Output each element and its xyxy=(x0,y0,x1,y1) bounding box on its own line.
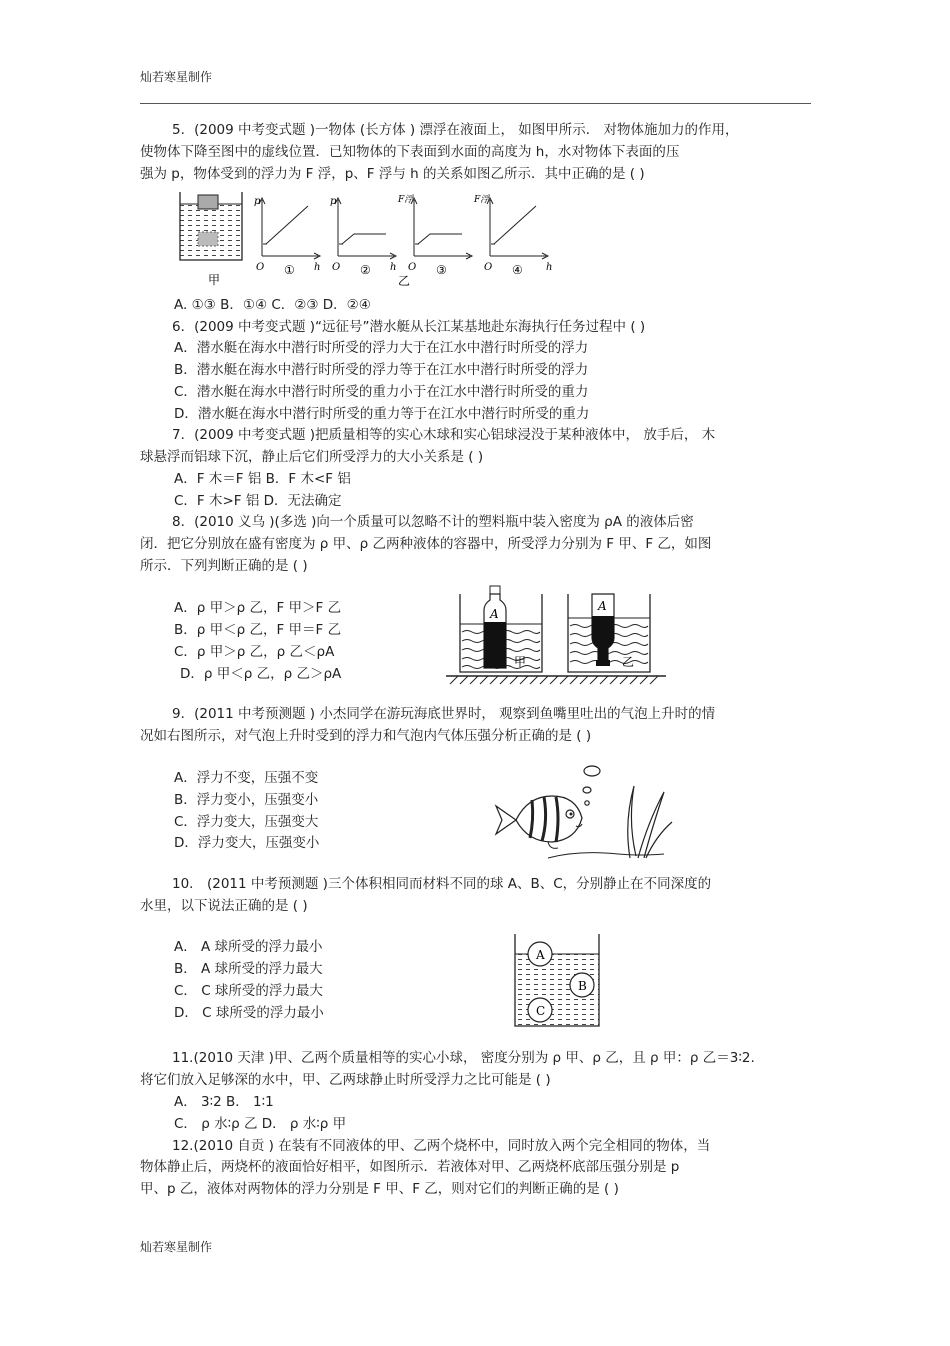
q10-ball-c: C xyxy=(536,1004,546,1018)
q12-stem-line-3: 甲、p 乙，液体对两物体的浮力分别是 F 甲、F 乙，则对它们的判断正确的是 ( ) xyxy=(140,1181,619,1197)
q5-g1-label: ① xyxy=(284,263,295,277)
q10-ball-b: B xyxy=(578,979,587,993)
q8-bottle-label-jia: A xyxy=(490,607,499,621)
q8-option-a: A．ρ 甲＞ρ 乙，F 甲＞F 乙 xyxy=(174,600,342,616)
q5-g2-origin: O xyxy=(332,262,341,273)
q6-option-b: B．潜水艇在海水中潜行时所受的浮力等于在江水中潜行时所受的浮力 xyxy=(174,362,589,378)
q5-graph-1 xyxy=(254,196,320,277)
q8-option-b: B．ρ 甲＜ρ 乙，F 甲＝F 乙 xyxy=(174,622,342,638)
q10-stem-line-2: 水里，以下说法正确的是 ( ) xyxy=(140,898,308,914)
q5-graph-2 xyxy=(330,196,396,277)
q9-seaweed xyxy=(628,786,672,858)
q10-option-d: D． C 球所受的浮力最小 xyxy=(174,1005,324,1021)
q12-stem-line-2: 物体静止后，两烧杯的液面恰好相平，如图所示．若液体对甲、乙两烧杯底部压强分别是 p xyxy=(140,1159,680,1175)
q5-g3-axis-f: F浮 xyxy=(398,195,414,205)
q5-label-jia: 甲 xyxy=(208,273,221,287)
header-divider xyxy=(140,103,811,104)
page-header: 灿若寒星制作 xyxy=(140,70,213,84)
q6-option-d: D．潜水艇在海水中潜行时所受的重力等于在江水中潜行时所受的重力 xyxy=(174,406,590,422)
q9-option-d: D．浮力变大，压强变小 xyxy=(174,835,320,851)
q8-option-c: C．ρ 甲＞ρ 乙，ρ 乙＜ρA xyxy=(174,644,335,660)
q5-g1-axis-p: p xyxy=(254,196,261,207)
q5-beaker-jia xyxy=(180,192,242,260)
q12-stem-line-1: 12.(2010 自贡 ) 在装有不同液体的甲、乙两个烧杯中，同时放入两个完全相同的物体，当 xyxy=(172,1138,711,1154)
q9-bubble-large xyxy=(584,766,600,776)
q9-fish-figure xyxy=(488,762,678,862)
q8-label-yi: 乙 xyxy=(622,655,635,669)
q8-bottle-label-yi: A xyxy=(598,599,607,613)
q11-stem-line-2: 将它们放入足够深的水中，甲、乙两球静止时所受浮力之比可能是 ( ) xyxy=(140,1072,551,1088)
q5-graph-3 xyxy=(397,194,472,277)
q8-container-yi xyxy=(568,594,650,672)
q10-ball-a: A xyxy=(536,948,545,962)
q9-option-b: B．浮力变小，压强变小 xyxy=(174,792,319,808)
q8-label-jia: 甲 xyxy=(514,655,527,669)
q8-stem-line-1: 8．(2010 义乌 )(多选 )向一个质量可以忽略不计的塑料瓶中装入密度为 ρA 的液体后密 xyxy=(172,514,694,530)
q10-option-b: B． A 球所受的浮力最大 xyxy=(174,961,323,977)
q8-stem-line-3: 所示．下列判断正确的是 ( ) xyxy=(140,558,308,574)
q5-g2-axis-p: p xyxy=(330,196,337,207)
q5-figure xyxy=(172,188,562,292)
q5-g2-axis-h: h xyxy=(390,262,397,273)
q6-stem: 6．(2009 中考变式题 )“远征号”潜水艇从长江某基地赴东海执行任务过程中 ( ) xyxy=(172,319,646,335)
q5-g4-axis-f: F浮 xyxy=(474,195,490,205)
q8-stem-line-2: 闭．把它分别放在盛有密度为 ρ 甲、ρ 乙两种液体的容器中，所受浮力分别为 F 甲、F 乙，如图 xyxy=(140,536,712,552)
q11-options-row-1: A． 3∶2 B． 1∶1 xyxy=(174,1094,274,1110)
q5-stem-line-3: 强为 p，物体受到的浮力为 F 浮，p、F 浮与 h 的关系如图乙所示．其中正确的是 ( ) xyxy=(140,166,645,182)
q5-g3-origin: O xyxy=(408,262,417,273)
q5-g1-origin: O xyxy=(256,262,265,273)
q9-stem-line-1: 9．(2011 中考预测题 ) 小杰同学在游玩海底世界时， 观察到鱼嘴里吐出的气泡上升时的情 xyxy=(172,706,716,722)
q11-stem-line-1: 11.(2010 天津 )甲、乙两个质量相等的实心小球， 密度分别为 ρ 甲、ρ 乙，且 ρ 甲：ρ 乙＝3∶2. xyxy=(172,1050,755,1066)
q5-stem-line-2: 使物体下降至图中的虚线位置．已知物体的下表面到水面的高度为 h，水对物体下表面的压 xyxy=(140,144,680,160)
q10-figure xyxy=(510,932,606,1032)
q5-g2-label: ② xyxy=(360,263,371,277)
q9-fish xyxy=(496,796,582,848)
q8-option-d: D．ρ 甲＜ρ 乙，ρ 乙＞ρA xyxy=(180,666,342,682)
q9-stem-line-2: 况如右图所示，对气泡上升时受到的浮力和气泡内气体压强分析正确的是 ( ) xyxy=(140,728,592,744)
q10-option-c: C． C 球所受的浮力最大 xyxy=(174,983,323,999)
q5-g4-origin: O xyxy=(484,262,493,273)
q7-stem-line-1: 7．(2009 中考变式题 )把质量相等的实心木球和实心铝球浸没于某种液体中， 放手后， 木 xyxy=(172,427,716,443)
q7-options-row-2: C．F 木>F 铝 D．无法确定 xyxy=(174,493,342,509)
q9-option-a: A．浮力不变，压强不变 xyxy=(174,770,319,786)
q10-stem-line-1: 10． (2011 中考预测题 )三个体积相同而材料不同的球 A、B、C，分别静止在不同深度的 xyxy=(172,876,712,892)
q5-g4-label: ④ xyxy=(512,263,523,277)
page-footer: 灿若寒星制作 xyxy=(140,1240,213,1254)
q6-option-a: A．潜水艇在海水中潜行时所受的浮力大于在江水中潜行时所受的浮力 xyxy=(174,340,589,356)
q5-g4-axis-h: h xyxy=(546,262,553,273)
q8-figure xyxy=(446,584,670,688)
q9-bubble-small xyxy=(585,801,589,805)
q9-bubble-medium xyxy=(583,787,591,793)
q6-option-c: C．潜水艇在海水中潜行时所受的重力小于在江水中潜行时所受的重力 xyxy=(174,384,589,400)
q9-option-c: C．浮力变大，压强变大 xyxy=(174,814,319,830)
q5-stem-line-1: 5．(2009 中考变式题 )一物体 (长方体 ) 漂浮在液面上， 如图甲所示． 对物体施加力的作用， xyxy=(172,122,739,138)
q8-container-jia xyxy=(460,586,542,672)
q5-g1-axis-h: h xyxy=(314,262,321,273)
q5-g3-label: ③ xyxy=(436,263,447,277)
q7-stem-line-2: 球悬浮而铝球下沉，静止后它们所受浮力的大小关系是 ( ) xyxy=(140,449,484,465)
q11-options-row-2: C． ρ 水∶ρ 乙 D． ρ 水∶ρ 甲 xyxy=(174,1116,347,1132)
q5-label-yi: 乙 xyxy=(398,274,411,288)
q5-graph-4 xyxy=(473,194,552,277)
q5-options: A. ①③ B．①④ C．②③ D．②④ xyxy=(174,297,371,313)
q10-option-a: A． A 球所受的浮力最小 xyxy=(174,939,323,955)
q7-options-row-1: A．F 木＝F 铝 B．F 木<F 铝 xyxy=(174,471,351,487)
